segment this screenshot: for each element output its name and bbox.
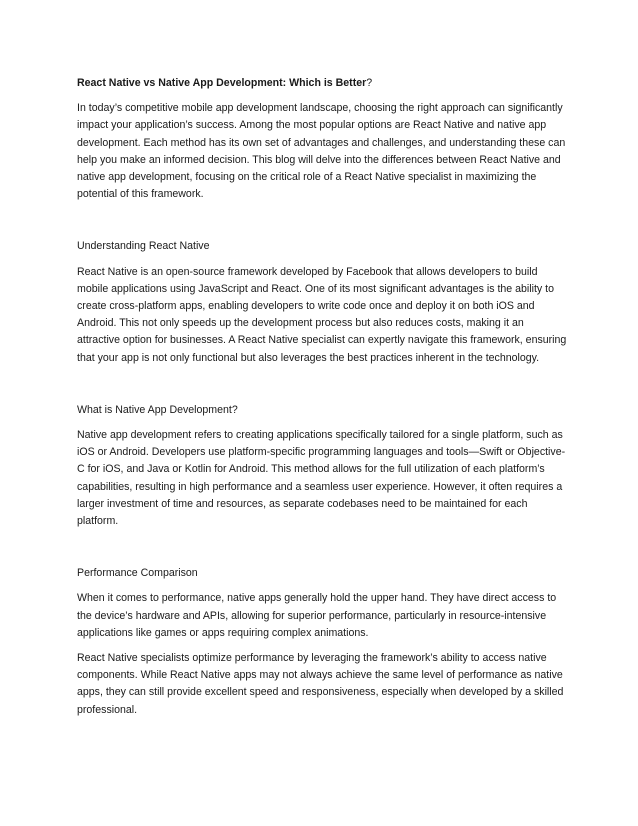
document-title-text: React Native vs Native App Development: Which is Better xyxy=(77,77,367,89)
section-paragraph: React Native is an open-source framework developed by Facebook that allows developers to build mobile applications using JavaScript and React. One of its most significant advantages is the ability to create cross-platform apps, enabling developers to write code once and deploy it on both iOS and Android. This not only speeds up the development process but also reduces costs, making it an attractive option for businesses. A React Native specialist can expertly navigate this framework, ensuring that your app is not only functional but also leverages the best practices inherent in the technology. xyxy=(77,265,567,364)
section-heading-understanding-react-native: Understanding React Native xyxy=(77,240,210,253)
section-paragraph: Native app development refers to creating applications specifically tailored for a single platform, such as iOS or Android. Developers use platform-specific programming languages and tools—Swift or Objective-C for iOS, and Java or Kotlin for Android. This method allows for the full utilization of each platform’s capabilities, resulting in high performance and a seamless user experience. However, it often requires a larger investment of time and resources, as separate codebases need to be maintained for each platform. xyxy=(77,429,566,528)
document-body xyxy=(77,75,567,727)
section-paragraph: When it comes to performance, native apps generally hold the upper hand. They have direct access to the device’s hardware and APIs, allowing for superior performance, particularly in resource-intensive applications like games or apps requiring complex animations. xyxy=(77,592,557,639)
section-heading-performance-comparison: Performance Comparison xyxy=(77,567,198,580)
document-title xyxy=(77,75,567,92)
document-title-punctuation: ? xyxy=(366,77,373,89)
section-heading-native-app-development: What is Native App Development? xyxy=(77,403,238,416)
section-paragraph: React Native specialists optimize performance by leveraging the framework’s ability to access native components. While React Native apps may not always achieve the same level of performance as native apps, they can still provide excellent speed and responsiveness, especially when developed by a skilled professional. xyxy=(77,652,564,716)
intro-paragraph: In today’s competitive mobile app development landscape, choosing the right approach can significantly impact your application’s success. Among the most popular options are React Native and native app development. Each method has its own set of advantages and challenges, and understanding these can help you make an informed decision. This blog will delve into the differences between React Native and native app development, focusing on the critical role of a React Native specialist in maximizing the potential of this framework. xyxy=(77,102,566,201)
